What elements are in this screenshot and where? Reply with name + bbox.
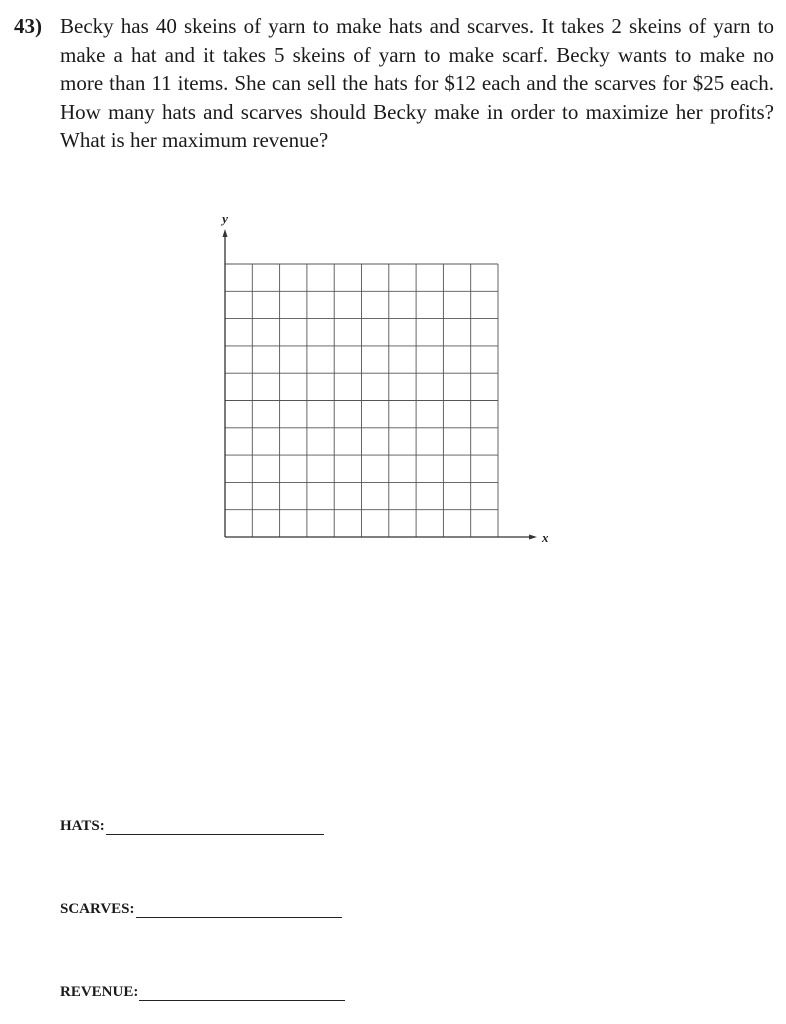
y-axis-label: y (222, 211, 228, 226)
coordinate-grid (200, 205, 560, 555)
x-axis-label: x (542, 530, 549, 545)
revenue-answer (60, 984, 345, 1001)
y-axis-arrow (223, 229, 228, 237)
hats-answer-blank[interactable] (106, 820, 324, 835)
question-number: 43) (14, 14, 42, 38)
scarves-answer-blank[interactable] (136, 903, 342, 918)
grid-lines (225, 264, 498, 537)
x-axis-arrow (529, 535, 537, 540)
hats-answer (60, 818, 324, 835)
hats-label: HATS: (60, 818, 105, 834)
revenue-answer-blank[interactable] (139, 986, 345, 1001)
scarves-answer (60, 901, 342, 918)
question-text: Becky has 40 skeins of yarn to make hats and scarves. It takes 2 skeins of yarn to make a hat and it takes 5 skeins of yarn to make scarf. Becky wants to make no more than 11 items. She can sell the hats for $12 each and the scarves for $25 each. How many hats and scarves should Becky make in order to maximize her profits? What is her maximum revenue? (60, 14, 774, 152)
scarves-label: SCARVES: (60, 901, 135, 917)
question (14, 12, 774, 155)
coordinate-grid-svg (200, 205, 560, 555)
revenue-label: REVENUE: (60, 984, 139, 1000)
